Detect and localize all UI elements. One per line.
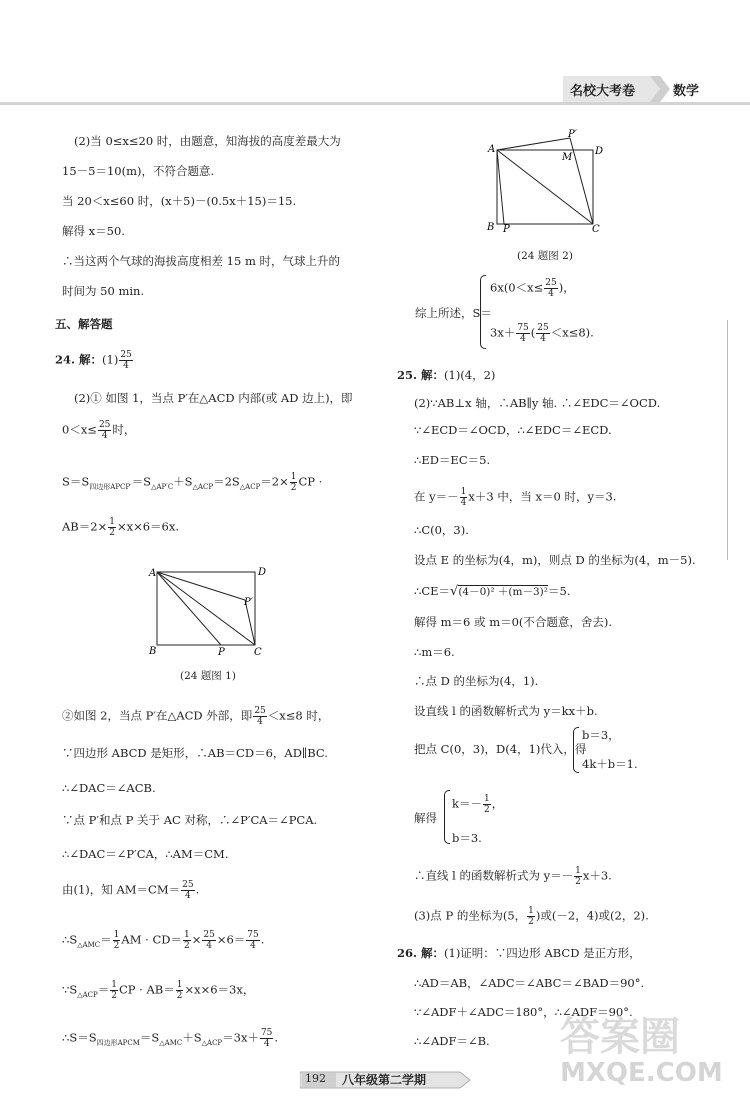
fig2-label-d: D <box>595 146 604 157</box>
footer-grade: 八年级第二学期 <box>342 1073 427 1087</box>
section-five-heading: 五、解答题 <box>55 317 113 331</box>
fig1-label-p-prime: P′ <box>244 597 253 608</box>
page-number: 192 <box>305 1072 326 1085</box>
system-1-brace <box>573 727 579 773</box>
fig1-label-d: D <box>258 567 267 578</box>
q25-line-6: ∴C(0，3). <box>414 523 469 537</box>
left-line-2: 15－5＝10(m)，不符合题意. <box>62 164 215 178</box>
q26-line-3: ∵∠ADF＋∠ADC＝180°，∴∠ADF＝90°. <box>414 1005 633 1019</box>
watermark-site: MXQE.COM <box>560 1058 723 1088</box>
q25-line-8: ∴CE＝√(4－0)² ＋(m－3)²＝5. <box>414 584 571 599</box>
q24-line-10: ∴∠DAC＝∠P′CA，∴AM＝CM. <box>62 847 229 861</box>
watermark-brand: 答案圈 <box>560 1014 680 1060</box>
left-line-4: 解得 x＝50. <box>62 224 125 238</box>
fig2-label-p: P <box>503 224 510 235</box>
figure-2-caption: (24 题图 2) <box>517 250 573 262</box>
q25-answer-1: 25. 解：(1)(4，2) <box>397 368 496 382</box>
left-line-6: 时间为 50 min. <box>62 284 145 298</box>
q24-line-3: 0＜x≤ $\frac{25}{4}$ 时， <box>62 420 136 441</box>
q24-line-12: $\therefore S_{\triangle AMC}=$ $\frac{1}{2}$ AM · CD＝ $\frac{1}{2}$ × $\frac{25}{4}$ ×6＝ $\frac{75}{4}$ . <box>62 930 265 951</box>
fig1-label-c: C <box>254 647 262 658</box>
system-1-eq-1: b＝3， <box>582 728 620 742</box>
figure-24-1 <box>145 560 270 660</box>
header-bar <box>0 102 750 105</box>
q24-line-6: ②如图 2，当点 P′在△ACD 外部，即 $\frac{25}{4}$ ＜x≤8 时， <box>62 706 330 727</box>
q24-line-7: ∵四边形 ABCD 是矩形，∴AB＝CD＝6，AD∥BC. <box>62 746 328 760</box>
q25-line-11: ∴点 D 的坐标为(4，1). <box>414 674 539 688</box>
q24-answer-1: 24. 解：(1) $\frac{25}{4}$ <box>55 350 132 371</box>
q24-area-formula-2: AB＝2× $\frac{1}{2}$ ×x×6＝6x. <box>62 517 179 538</box>
summary-case-2: 3x＋ $\frac{75}{4}$ ( $\frac{25}{4}$ ＜x≤8). <box>490 323 594 344</box>
system-1-eq-2: 4k＋b＝1. <box>582 757 638 771</box>
header-chevron-icon <box>650 76 672 102</box>
q25-line-16: (3)点 P 的坐标为(5， $\frac{1}{2}$ )或(－2，4)或(2，2). <box>414 906 649 927</box>
q26-line-4: ∴∠ADF＝∠B. <box>414 1034 490 1048</box>
fig1-label-a: A <box>149 568 157 579</box>
q24-line-11: 由(1)，知 AM＝CM＝ $\frac{25}{4}$ . <box>62 880 200 901</box>
q25-line-7: 设点 E 的坐标为(4，m)，则点 D 的坐标为(4，m－5). <box>414 553 696 567</box>
fig2-label-a: A <box>488 144 496 155</box>
fig1-label-p: P <box>218 647 225 658</box>
q25-line-3: ∵∠ECD＝∠OCD，∴∠EDC＝∠ECD. <box>414 423 612 437</box>
summary-case-1: 6x(0＜x≤ $\frac{25}{4}$ )， <box>490 278 575 299</box>
header-series: 名校大考卷 <box>570 84 636 99</box>
left-line-5: ∴当这两个气球的海拔高度相差 15 m 时，气球上升的 <box>62 254 341 268</box>
q25-line-4: ∴ED＝EC＝5. <box>414 453 491 467</box>
system-2-eq-1: k＝－ $\frac{1}{2}$ ， <box>452 794 504 815</box>
q24-area-formula-1: $S=S_{四边形APCP'}=S_{\triangle AP'C}+S_{\triangle ACP}=2S_{\triangle ACP}=2\times$ $\frac{1}{2}$ CP · <box>62 472 323 493</box>
system-2-brace <box>444 790 450 844</box>
q24-line-2: (2)① 如图 1，当点 P′在△ACD 内部(或 AD 边上)，即 <box>74 391 353 405</box>
header-subject: 数学 <box>673 84 700 99</box>
fig1-label-b: B <box>149 646 157 657</box>
q24-line-14: $\therefore S=S_{四边形APCM}=S_{\triangle AMC}+S_{\triangle ACP}=3x+$ $\frac{75}{4}$ . <box>62 1028 279 1049</box>
q25-line-2: (2)∵AB⊥x 轴，∴AB∥y 轴. ∴∠EDC＝∠OCD. <box>414 396 661 410</box>
q25-line-14: 解得 <box>414 811 437 825</box>
q25-line-13: 把点 C(0，3)，D(4，1)代入，得 <box>414 742 587 756</box>
page-edge <box>727 320 728 560</box>
q26-line-1: 26. 解：(1)证明：∵四边形 ABCD 是正方形， <box>397 946 641 960</box>
q24-line-8: ∴∠DAC＝∠ACB. <box>62 781 156 795</box>
q25-line-15: ∴直线 l 的函数解析式为 y＝－ $\frac{1}{2}$ x＋3. <box>414 866 612 887</box>
fig2-label-c: C <box>592 224 600 235</box>
summary-brace <box>480 275 486 349</box>
q26-line-2: ∴AD＝AB，∠ADC＝∠ABC＝∠BAD＝90°. <box>414 976 645 990</box>
left-line-1: (2)当 0≤x≤20 时，由题意，知海拔的高度差最大为 <box>74 134 341 148</box>
fig2-label-m: M <box>562 152 573 163</box>
figure-1-caption: (24 题图 1) <box>180 670 236 682</box>
fig2-label-p-prime: P′ <box>568 129 577 140</box>
system-2-eq-2: b＝3. <box>452 831 482 845</box>
q24-line-9: ∵点 P′和点 P 关于 AC 对称，∴∠P′CA＝∠PCA. <box>62 813 318 827</box>
q25-line-5: 在 y＝－ $\frac{1}{4}$ x＋3 中，当 x＝0 时，y＝3. <box>414 487 617 508</box>
left-line-3: 当 20＜x≤60 时，(x＋5)－(0.5x＋15)＝15. <box>62 194 297 208</box>
fig2-label-b: B <box>487 222 495 233</box>
q25-line-10: ∴m＝6. <box>414 645 455 659</box>
q24-line-13: $\because S_{\triangle ACP}=$ $\frac{1}{2}$ CP · AB＝ $\frac{1}{2}$ ×x×6＝3x， <box>62 980 255 1001</box>
summary-label: 综上所述，S＝ <box>415 306 492 320</box>
figure-24-2 <box>482 128 607 238</box>
q25-line-9: 解得 m＝6 或 m＝0(不合题意，舍去). <box>414 615 613 629</box>
q25-line-12: 设直线 l 的函数解析式为 y＝kx＋b. <box>414 704 598 718</box>
